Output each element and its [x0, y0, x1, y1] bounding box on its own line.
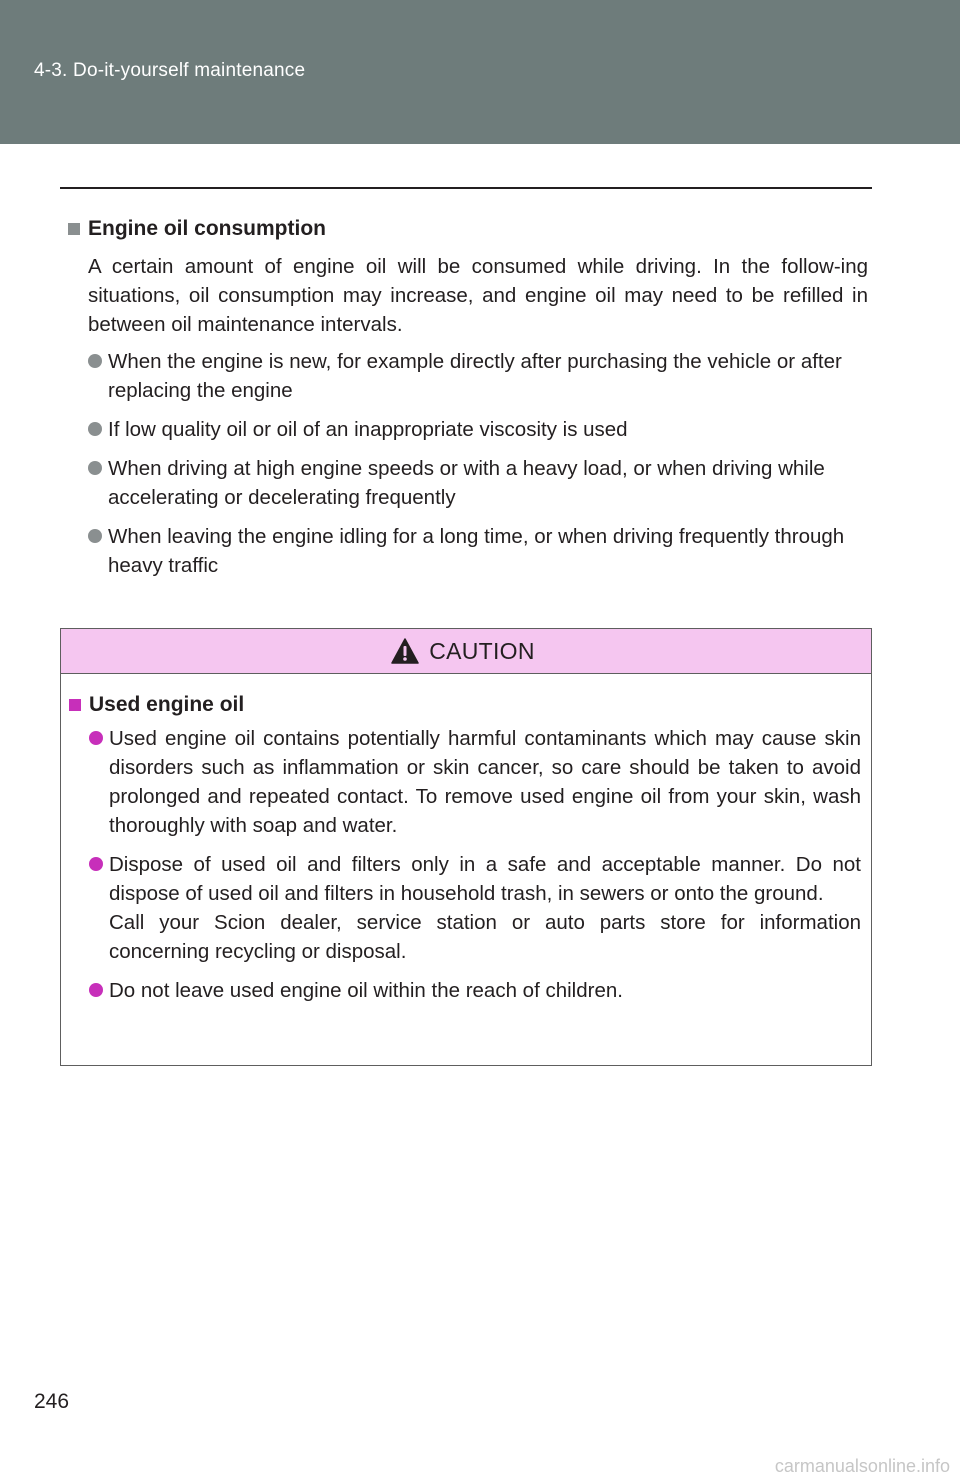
- list-item-text: If low quality oil or oil of an inappropriate viscosity is used: [108, 418, 628, 441]
- list-item: [89, 850, 861, 966]
- list-item: [88, 415, 868, 444]
- list-item: [88, 454, 868, 512]
- used-oil-heading-text: Used engine oil: [89, 693, 245, 716]
- circle-bullet-icon: [88, 422, 102, 436]
- list-item-extra-text: Call your Scion dealer, service station or auto parts store for information concerning recycling or disposal.: [109, 911, 861, 963]
- list-item: [89, 724, 861, 840]
- list-item-text: When driving at high engine speeds or with a heavy load, or when driving while accelerating or decelerating frequently: [108, 457, 825, 509]
- circle-bullet-icon: [88, 354, 102, 368]
- caution-bullets: [89, 724, 861, 1005]
- caution-body: [61, 674, 871, 1005]
- engine-oil-section: [68, 214, 868, 590]
- circle-bullet-icon: [88, 529, 102, 543]
- engine-oil-heading-text: Engine oil consumption: [88, 217, 326, 240]
- circle-bullet-icon: [89, 857, 103, 871]
- circle-bullet-icon: [88, 461, 102, 475]
- list-item-text: Do not leave used engine oil within the reach of children.: [109, 979, 623, 1002]
- engine-oil-paragraph: A certain amount of engine oil will be consumed while driving. In the follow-ing situations, oil consumption may increase, and engine oil may need to be refilled in between oil maintenance intervals.: [88, 255, 868, 336]
- list-item-text: When leaving the engine idling for a long time, or when driving frequently through heavy traffic: [108, 525, 845, 577]
- list-item-text: When the engine is new, for example directly after purchasing the vehicle or after replacing the engine: [108, 350, 842, 402]
- circle-bullet-icon: [89, 731, 103, 745]
- caution-header: [61, 629, 871, 674]
- header-rule: [60, 187, 872, 189]
- list-item: [88, 522, 868, 580]
- warning-triangle-icon: [391, 638, 419, 664]
- page-header: [0, 0, 960, 144]
- caution-title: CAUTION: [429, 637, 535, 664]
- circle-bullet-icon: [89, 983, 103, 997]
- list-item: [88, 347, 868, 405]
- square-bullet-icon: [68, 223, 80, 235]
- engine-oil-bullets: [88, 347, 868, 580]
- square-bullet-icon: [69, 699, 81, 711]
- list-item: [89, 976, 861, 1005]
- caution-box: [60, 628, 872, 1066]
- section-title: 4-3. Do-it-yourself maintenance: [34, 60, 306, 81]
- watermark: carmanualsonline.info: [774, 1456, 950, 1476]
- list-item-text: Dispose of used oil and filters only in a safe and acceptable manner. Do not dispose of used oil and filters in household trash, in sewers or onto the ground.: [109, 853, 861, 905]
- engine-oil-heading: [68, 214, 868, 244]
- list-item-text: Used engine oil contains potentially harmful contaminants which may cause skin disorders such as inflammation or skin cancer, so care should be taken to avoid prolonged and repeated contact. To remove used engine oil from your skin, wash thoroughly with soap and water.: [109, 727, 861, 837]
- used-oil-heading: [69, 690, 861, 720]
- page-number: 246: [34, 1390, 70, 1413]
